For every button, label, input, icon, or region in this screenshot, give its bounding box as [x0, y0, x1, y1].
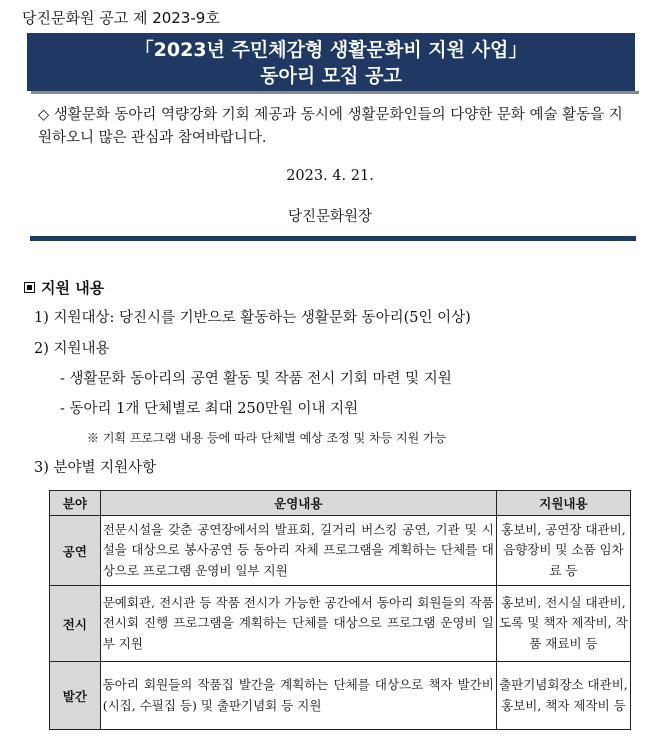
section-heading [24, 277, 104, 298]
list-item-target: 1) 지원대상: 당진시를 기반으로 활동하는 생활문화 동아리(5인 이상) [34, 310, 471, 326]
title-line-1: 「2023년 주민체감형 생활문화비 지원 사업」 [134, 39, 528, 61]
table-header-support: 지원내용 [496, 491, 630, 516]
support-table [49, 490, 631, 730]
title-shadow [31, 91, 639, 94]
list-item-note: ※ 기획 프로그램 내용 등에 따라 단체별 예상 조정 및 차등 지원 가능 [87, 431, 447, 445]
table-cell-category: 공연 [50, 516, 101, 586]
list-item-content: 2) 지원내용 [34, 341, 110, 357]
table-row [50, 586, 631, 662]
table-cell-support: 출판기념회장소 대관비, 홍보비, 책자 제작비 등 [496, 662, 630, 730]
table-header-row [50, 491, 631, 516]
notice-number: 당진문화원 공고 제 2023-9호 [22, 9, 220, 27]
section-heading-text: 지원 내용 [41, 279, 105, 297]
signer: 당진문화원장 [287, 209, 373, 225]
title-line-2: 동아리 모집 공고 [260, 65, 402, 87]
table-cell-support: 홍보비, 전시실 대관비, 도록 및 책자 제작비, 작품 재료비 등 [496, 586, 630, 662]
announcement-date: 2023. 4. 21. [286, 168, 374, 184]
section-divider [30, 236, 636, 241]
table-header-category: 분야 [50, 491, 101, 516]
table-cell-support: 홍보비, 공연장 대관비, 음향장비 및 소품 임차료 등 [496, 516, 630, 586]
table-cell-content: 문예회관, 전시관 등 작품 전시가 가능한 공간에서 동아리 회원들의 작품 전시회 진행 프로그램을 계획하는 단체를 대상으로 프로그램 운영비 일부 지원 [100, 586, 496, 662]
list-item-sub-1: - 생활문화 동아리의 공연 활동 및 작품 전시 기회 마련 및 지원 [60, 371, 452, 387]
table-row [50, 662, 631, 730]
table-cell-content: 동아리 회원들의 작품집 발간을 계획하는 단체를 대상으로 책자 발간비(시집, 수필집 등) 및 출판기념회 등 지원 [100, 662, 496, 730]
table-cell-content: 전문시설을 갖춘 공연장에서의 발표회, 길거리 버스킹 공연, 기관 및 시설을 대상으로 봉사공연 등 동아리 자체 프로그램을 계획하는 단체를 대상으로 프로그램 운영비 일부 지원 [100, 516, 496, 586]
square-bullet-icon [24, 282, 35, 293]
list-item-sub-2: - 동아리 1개 단체별로 최대 250만원 이내 지원 [60, 401, 359, 417]
title-banner [27, 33, 635, 91]
intro-paragraph: ◇ 생활문화 동아리 역량강화 기회 제공과 동시에 생활문화인들의 다양한 문화 예술 활동을 지원하오니 많은 관심과 참여바랍니다. [38, 107, 623, 146]
table-cell-category: 전시 [50, 586, 101, 662]
list-item-fields: 3) 분야별 지원사항 [34, 460, 157, 476]
table-header-content: 운영내용 [100, 491, 496, 516]
table-cell-category: 발간 [50, 662, 101, 730]
table-row [50, 516, 631, 586]
